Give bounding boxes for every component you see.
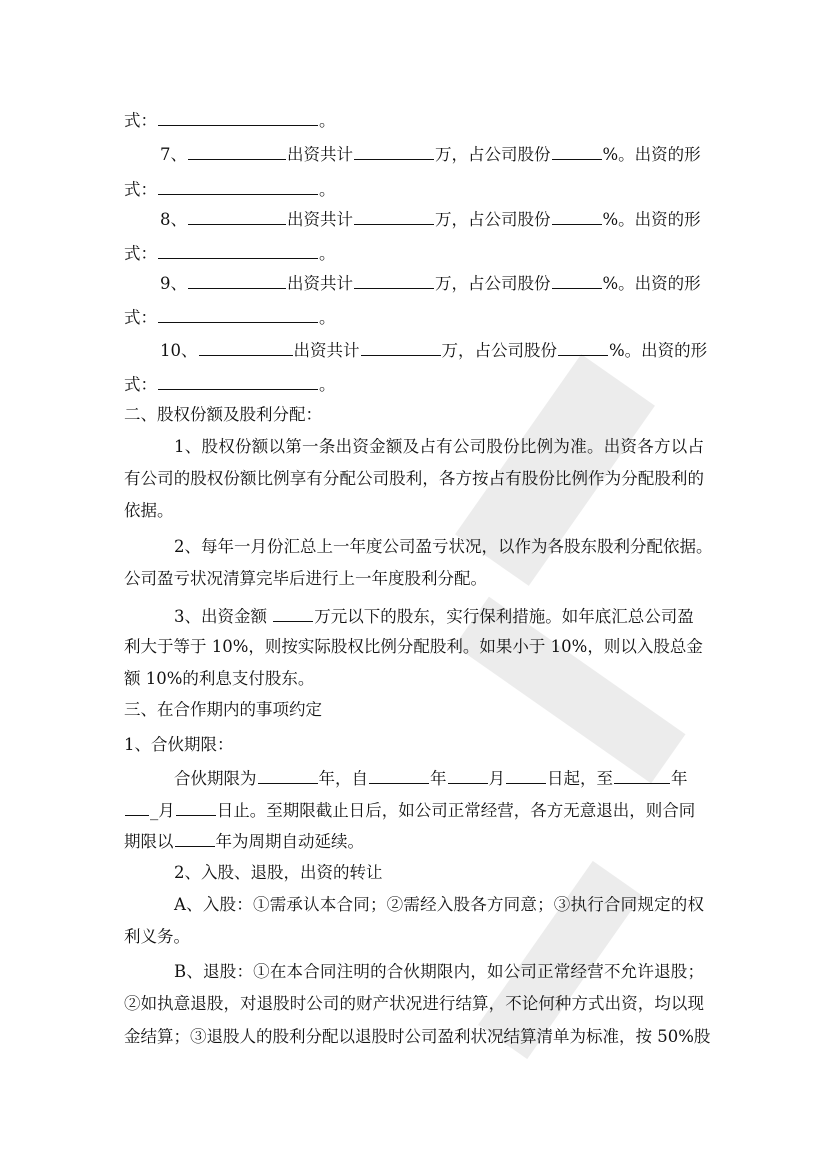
form-line-9: 式： 。 [124, 305, 714, 329]
amount-blank[interactable] [354, 142, 434, 160]
name-blank[interactable] [188, 271, 286, 289]
form-line-10: 式： 。 [124, 372, 714, 396]
section-2-p2-line1: 2、每年一月份汇总上一年度公司盈亏状况，以作为各股东股利分配依据。 [174, 537, 713, 556]
form-line-8: 式： 。 [124, 241, 714, 265]
section-2-p1-line1: 1、股权份额以第一条出资金额及占有公司股份比例为准。出资各方以占 [174, 437, 704, 456]
end-year-blank[interactable] [614, 766, 670, 784]
term-line-3: 期限以 年为周期自动延续。 [124, 829, 714, 853]
start-day-blank[interactable] [506, 766, 546, 784]
withdraw-line-2: ②如执意退股，对退股时公司的财产状况进行结算，不论何种方式出资，均以现 [124, 994, 704, 1013]
join-line-2: 利义务。 [124, 927, 190, 946]
form-line-6: 式： 。 [124, 108, 714, 132]
section-3-sub2: 2、入股、退股，出资的转让 [174, 863, 383, 882]
form-line-7: 式： 。 [124, 177, 714, 201]
percent-blank[interactable] [552, 207, 602, 225]
section-2-p1-line2: 有公司的股权份额比例享有分配公司股利，各方按占有股份比例作为分配股利的 [124, 469, 704, 488]
section-2-p3-line3: 额 10%的利息支付股东。 [124, 669, 315, 688]
contribution-row-10: 10、 出资共计 万，占公司股份 %。出资的形 [160, 338, 750, 362]
start-year-blank[interactable] [369, 766, 429, 784]
section-2-heading: 二、股权份额及股利分配： [124, 405, 322, 424]
amount-blank[interactable] [354, 207, 434, 225]
percent-blank[interactable] [552, 271, 602, 289]
end-year-cont-blank[interactable] [125, 798, 149, 816]
contribution-row-7: 7、 出资共计 万，占公司股份 %。出资的形 [160, 142, 750, 166]
term-line-2: _月 日止。至期限截止日后，如公司正常经营，各方无意退出，则合同 [124, 798, 714, 822]
years-blank[interactable] [258, 766, 318, 784]
amount-blank[interactable] [354, 271, 434, 289]
amount-blank[interactable] [273, 604, 313, 622]
section-3-heading: 三、在合作期内的事项约定 [124, 700, 322, 719]
form-blank[interactable] [158, 177, 318, 195]
name-blank[interactable] [199, 338, 293, 356]
period-blank[interactable] [175, 829, 215, 847]
contribution-row-8: 8、 出资共计 万，占公司股份 %。出资的形 [160, 207, 750, 231]
term-line-1: 合伙期限为 年，自 年 月 日起，至 年 [174, 766, 764, 790]
section-3-sub1: 1、合伙期限： [124, 735, 234, 754]
form-blank[interactable] [158, 372, 318, 390]
percent-blank[interactable] [552, 142, 602, 160]
amount-blank[interactable] [361, 338, 441, 356]
section-2-p2-line2: 公司盈亏状况清算完毕后进行上一年度股利分配。 [124, 569, 487, 588]
end-day-blank[interactable] [176, 798, 216, 816]
name-blank[interactable] [188, 142, 286, 160]
form-blank[interactable] [158, 305, 318, 323]
form-blank[interactable] [158, 108, 318, 126]
section-2-p3-line2: 利大于等于 10%，则按实际股权比例分配股利。如果小于 10%，则以入股总金 [124, 637, 703, 656]
section-2-p1-line3: 依据。 [124, 501, 174, 520]
contribution-row-9: 9、 出资共计 万，占公司股份 %。出资的形 [160, 271, 750, 295]
withdraw-line-3: 金结算；③退股人的股利分配以退股时公司盈利状况结算清单为标准，按 50%股 [124, 1027, 711, 1046]
start-month-blank[interactable] [448, 766, 488, 784]
percent-blank[interactable] [558, 338, 608, 356]
section-2-p3-line1: 3、出资金额 万元以下的股东，实行保利措施。如年底汇总公司盈 [174, 604, 764, 628]
name-blank[interactable] [188, 207, 286, 225]
form-blank[interactable] [158, 241, 318, 259]
withdraw-line-1: B、退股：①在本合同注明的合伙期限内，如公司正常经营不允许退股； [174, 962, 704, 981]
join-line-1: A、入股：①需承认本合同；②需经入股各方同意；③执行合同规定的权 [174, 895, 704, 914]
